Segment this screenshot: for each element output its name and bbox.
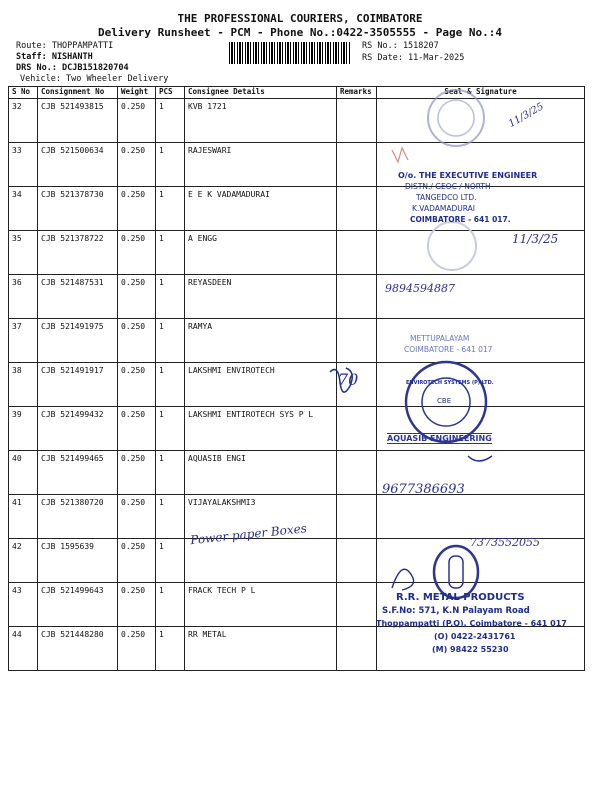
- pcs: 1: [156, 539, 185, 583]
- consignment-no: CJB 521499643: [38, 583, 118, 627]
- table-row: [9, 407, 585, 451]
- envirotech-ring-text: ENVIROTECH SYSTEMS (P) LTD.: [406, 380, 494, 386]
- remarks: [337, 187, 377, 231]
- consignment-no: CJB 521448280: [38, 627, 118, 671]
- remarks: [337, 539, 377, 583]
- sno: 32: [9, 99, 38, 143]
- table-row: [9, 99, 585, 143]
- staff: Staff: NISHANTH: [16, 52, 93, 62]
- remarks: [337, 231, 377, 275]
- consignee: FRACK TECH P L: [185, 583, 337, 627]
- weight: 0.250: [118, 451, 156, 495]
- sno: 38: [9, 363, 38, 407]
- signature-cell: [377, 99, 585, 143]
- pcs: 1: [156, 583, 185, 627]
- sno: 37: [9, 319, 38, 363]
- pcs: 1: [156, 451, 185, 495]
- sno: 40: [9, 451, 38, 495]
- weight: 0.250: [118, 275, 156, 319]
- row36-phone: 9894594887: [385, 282, 455, 295]
- ramya-stamp-line1: METTUPALAYAM: [410, 334, 470, 343]
- pcs: 1: [156, 99, 185, 143]
- document-subtitle: Delivery Runsheet - PCM - Phone No.:0422-3505555 - Page No.:4: [98, 26, 502, 39]
- remarks: [337, 451, 377, 495]
- weight: 0.250: [118, 99, 156, 143]
- eek-stamp-line3: TANGEDCO LTD.: [416, 193, 477, 202]
- remarks: [337, 143, 377, 187]
- consignment-no: CJB 521491975: [38, 319, 118, 363]
- sno: 33: [9, 143, 38, 187]
- pcs: 1: [156, 363, 185, 407]
- table-row: [9, 451, 585, 495]
- pcs: 1: [156, 407, 185, 451]
- weight: 0.250: [118, 363, 156, 407]
- weight: 0.250: [118, 231, 156, 275]
- rr-stamp-line5: (M) 98422 55230: [432, 645, 509, 654]
- rs-date: RS Date: 11-Mar-2025: [362, 53, 465, 63]
- sno: 35: [9, 231, 38, 275]
- consignee: A ENGG: [185, 231, 337, 275]
- sno: 44: [9, 627, 38, 671]
- eek-stamp-line2: DISTN./ GEOC / NORTH: [405, 182, 491, 191]
- col-consignee: Consignee Details: [185, 87, 337, 99]
- table-row: [9, 275, 585, 319]
- pcs: 1: [156, 275, 185, 319]
- col-remarks: Remarks: [337, 87, 377, 99]
- col-consignment: Consignment No: [38, 87, 118, 99]
- row42-phone: 7373552055: [470, 536, 540, 549]
- consignee: RAMYA: [185, 319, 337, 363]
- eek-stamp-line1: O/o. THE EXECUTIVE ENGINEER: [398, 171, 538, 180]
- weight: 0.250: [118, 187, 156, 231]
- consignee: E E K VADAMADURAI: [185, 187, 337, 231]
- consignee: AQUASIB ENGI: [185, 451, 337, 495]
- remarks: [337, 407, 377, 451]
- weight: 0.250: [118, 143, 156, 187]
- remarks: [337, 319, 377, 363]
- consignee: RR METAL: [185, 627, 337, 671]
- signature-cell: [377, 319, 585, 363]
- col-sno: S No: [9, 87, 38, 99]
- table-row: [9, 319, 585, 363]
- eek-stamp-line4: K.VADAMADURAI: [412, 204, 475, 213]
- remarks: [337, 275, 377, 319]
- col-pcs: PCS: [156, 87, 185, 99]
- col-seal-signature: Seal & Signature: [377, 87, 585, 99]
- row34-date: 11/3/25: [512, 232, 559, 246]
- row41-phone: 9677386693: [382, 482, 465, 497]
- row39-mark: 70: [338, 370, 359, 389]
- document-title: THE PROFESSIONAL COURIERS, COIMBATORE: [177, 12, 423, 25]
- consignment-no: CJB 521491917: [38, 363, 118, 407]
- remarks: [337, 583, 377, 627]
- pcs: 1: [156, 143, 185, 187]
- table-header-row: [9, 87, 585, 99]
- consignee: LAKSHMI ENTIROTECH SYS P L: [185, 407, 337, 451]
- remarks: [337, 627, 377, 671]
- sno: 42: [9, 539, 38, 583]
- table-row: [9, 363, 585, 407]
- sno: 41: [9, 495, 38, 539]
- consignment-no: CJB 1595639: [38, 539, 118, 583]
- consignee: RAJESWARI: [185, 143, 337, 187]
- col-weight: Weight: [118, 87, 156, 99]
- weight: 0.250: [118, 407, 156, 451]
- weight: 0.250: [118, 627, 156, 671]
- sno: 36: [9, 275, 38, 319]
- rr-stamp-line3: Thoppampatti (P.O), Coimbatore - 641 017: [376, 619, 567, 628]
- drs-number: DRS No.: DCJB151820704: [16, 63, 129, 73]
- row42-consignee: Power paper Boxes: [189, 521, 308, 548]
- consignment-no: CJB 521378722: [38, 231, 118, 275]
- vehicle: Vehicle: Two Wheeler Delivery: [20, 74, 169, 84]
- signature-cell: [377, 495, 585, 539]
- weight: 0.250: [118, 319, 156, 363]
- weight: 0.250: [118, 539, 156, 583]
- ramya-stamp-line2: COIMBATORE - 641 017: [404, 345, 493, 354]
- consignee: REYASDEEN: [185, 275, 337, 319]
- rr-stamp-line1: R.R. METAL PRODUCTS: [396, 592, 525, 603]
- weight: 0.250: [118, 583, 156, 627]
- barcode: [229, 42, 351, 64]
- consignee: LAKSHMI ENVIROTECH: [185, 363, 337, 407]
- rr-stamp-line2: S.F.No: 571, K.N Palayam Road: [382, 606, 530, 616]
- eek-stamp-line5: COIMBATORE - 641 017.: [410, 215, 511, 224]
- aquasib-stamp: AQUASIB ENGINEERING: [387, 434, 492, 443]
- consignment-no: CJB 521499432: [38, 407, 118, 451]
- remarks: [337, 99, 377, 143]
- sno: 43: [9, 583, 38, 627]
- row32-date: 11/3/25: [506, 101, 546, 130]
- consignment-no: CJB 521487531: [38, 275, 118, 319]
- rs-number: RS No.: 1518207: [362, 41, 439, 51]
- pcs: 1: [156, 495, 185, 539]
- sno: 34: [9, 187, 38, 231]
- table-row: [9, 231, 585, 275]
- pcs: 1: [156, 627, 185, 671]
- rr-stamp-line4: (O) 0422-2431761: [434, 632, 516, 641]
- consignment-no: CJB 521499465: [38, 451, 118, 495]
- consignee: VIJAYALAKSHMI3: [185, 495, 337, 539]
- pcs: 1: [156, 319, 185, 363]
- consignment-no: CJB 521380720: [38, 495, 118, 539]
- remarks: [337, 495, 377, 539]
- consignee: KVB 1721: [185, 99, 337, 143]
- envirotech-center-text: CBE: [437, 397, 452, 405]
- weight: 0.250: [118, 495, 156, 539]
- consignment-no: CJB 521493815: [38, 99, 118, 143]
- consignment-no: CJB 521378730: [38, 187, 118, 231]
- consignment-no: CJB 521500634: [38, 143, 118, 187]
- pcs: 1: [156, 187, 185, 231]
- sno: 39: [9, 407, 38, 451]
- pcs: 1: [156, 231, 185, 275]
- route: Route: THOPPAMPATTI: [16, 41, 114, 51]
